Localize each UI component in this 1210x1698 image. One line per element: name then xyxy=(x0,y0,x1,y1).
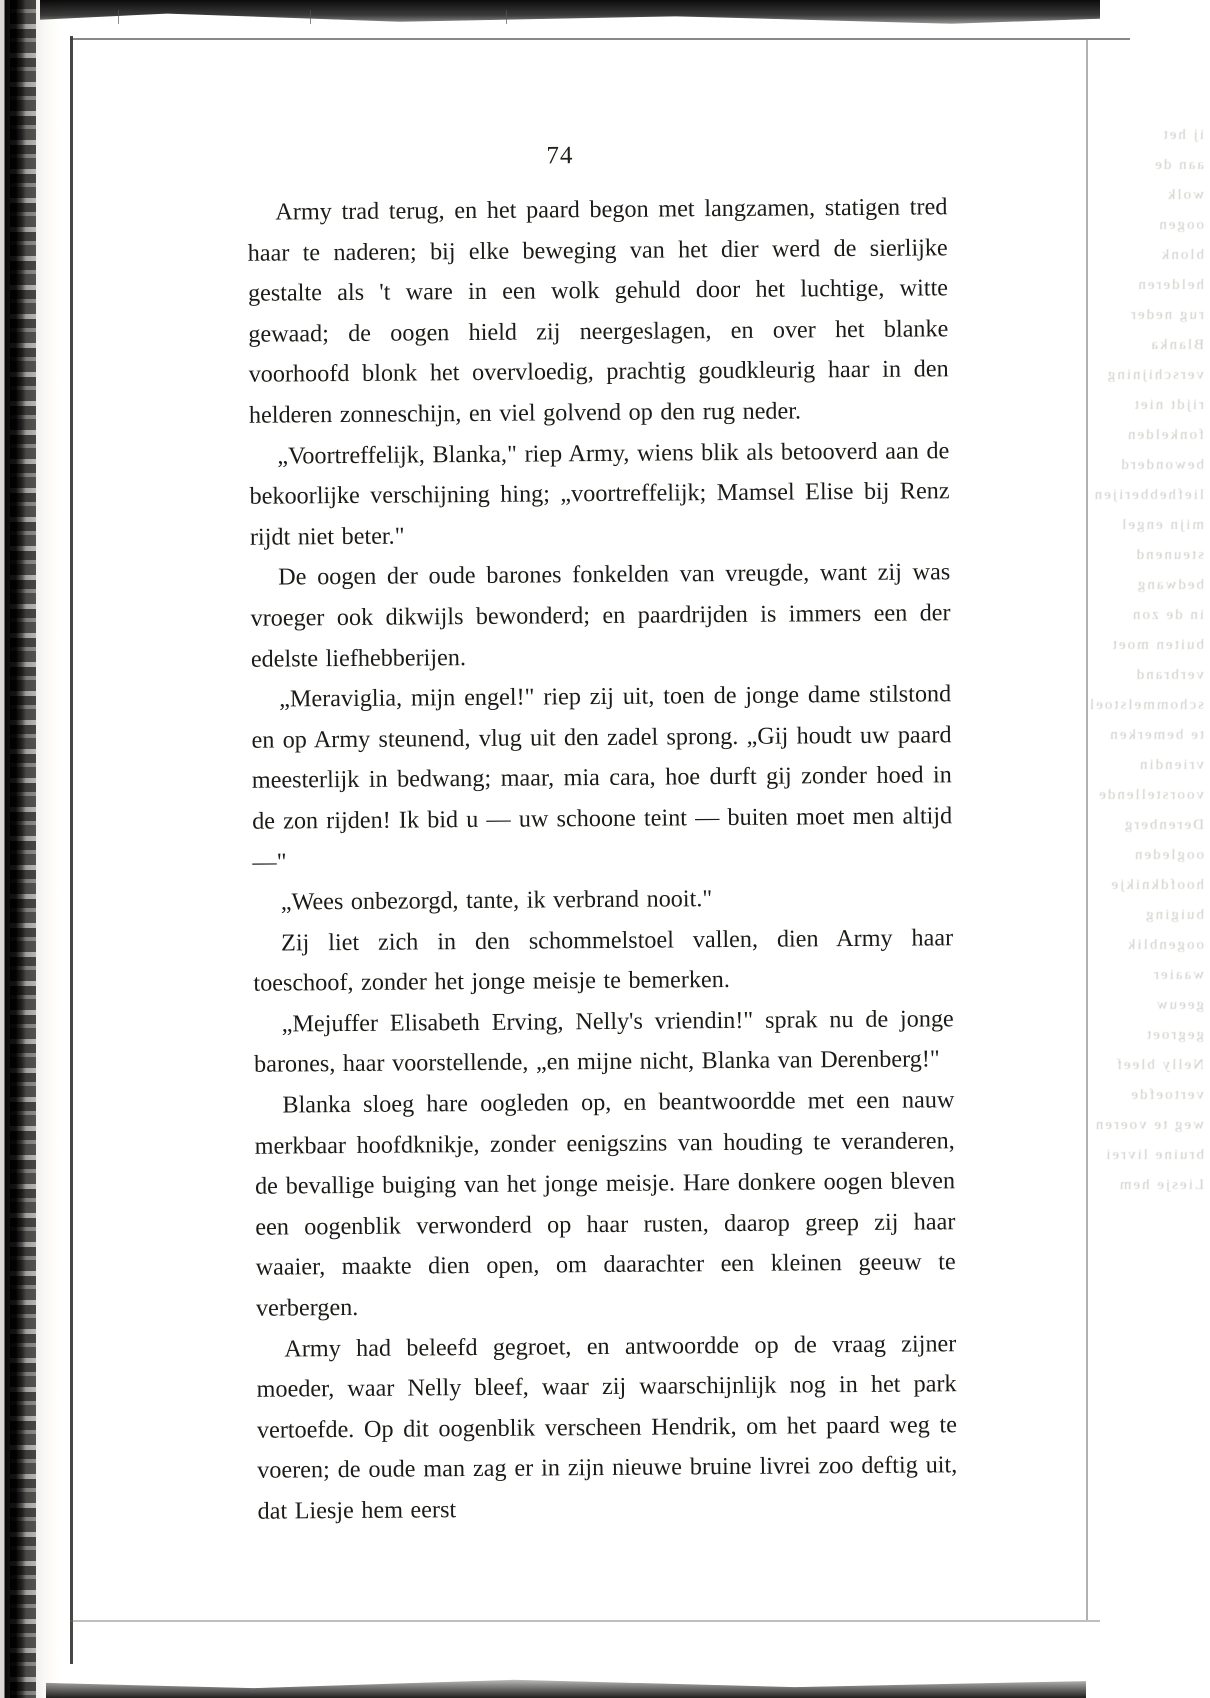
paragraph: „Meraviglia, mijn engel!" riep zij uit, toen de jonge dame stilstond en op Army steunend, vlug uit den zadel sprong. „Gij houdt uw paard meesterlijk in bedwang; maar, mia cara, hoe durft gij zonder hoed in de zon rijden! Ik bid u — uw schoone teint — buiten moet men altijd —" xyxy=(251,680,953,876)
scan-edge-mark xyxy=(310,10,311,24)
bleedthrough-line: oogenblik xyxy=(1126,937,1204,953)
paragraph: Zij liet zich in den schommelstoel vallen, dien Army haar toeschoof, zonder het jonge meisje te bemerken. xyxy=(253,923,954,998)
bleedthrough-line: vertoefde xyxy=(1129,1087,1204,1103)
bleedthrough-line: gegroet xyxy=(1145,1027,1204,1043)
bleedthrough-line: wolk xyxy=(1166,187,1204,203)
bleedthrough-line: ij het xyxy=(1161,127,1204,143)
bleedthrough-line: Blanka xyxy=(1149,337,1204,353)
bleedthrough-line: geeuw xyxy=(1154,997,1204,1013)
page-border-left xyxy=(70,36,73,1664)
scan-gutter-speckle xyxy=(10,0,36,1698)
bleedthrough-line: rijdt niet xyxy=(1132,397,1204,413)
bleedthrough-line: Liesje hem xyxy=(1117,1177,1204,1193)
bleedthrough-line: oogen xyxy=(1157,217,1204,233)
page-border-right xyxy=(1086,40,1088,1620)
page-number: 74 xyxy=(546,142,574,170)
bleedthrough-line: waaier xyxy=(1152,967,1204,983)
bleedthrough-line: liefhebberijen xyxy=(1092,487,1204,503)
bleedthrough-line: bruine livrei xyxy=(1104,1147,1204,1163)
bleedthrough-line: helderen xyxy=(1136,277,1204,293)
paragraph: „Mejuffer Elisabeth Erving, Nelly's vriendin!" sprak nu de jonge barones, haar voorstellende, „en mijne nicht, Blanka van Derenberg!" xyxy=(253,1005,954,1079)
bleedthrough-line: oogleden xyxy=(1133,847,1204,863)
bleedthrough-line: steunend xyxy=(1134,547,1204,563)
bleedthrough-line: bedwang xyxy=(1135,577,1204,593)
bleedthrough-line: rug neder xyxy=(1128,307,1204,323)
page-border-bottom xyxy=(70,1620,1100,1622)
bleedthrough-line: verbrand xyxy=(1134,667,1204,683)
scan-edge-mark xyxy=(118,10,119,24)
bleedthrough-line: buiging xyxy=(1144,907,1204,923)
paragraph: Army trad terug, en het paard begon met langzamen, statigen tred haar te naderen; bij elke beweging van het dier werd de sierlijke gestalte als 't ware in een wolk gehuld door het luchtige, witte gewaad; de oogen hield zij neergeslagen, en over het blanke voorhoofd blonk het overvloedig, prachtig goudkleurig haar in den helderen zonneschijn, en viel golvend op den rug neder. xyxy=(247,193,949,429)
margin-bleedthrough xyxy=(1088,120,1204,1380)
bleedthrough-line: schommelstoel xyxy=(1088,697,1204,713)
paragraph: Blanka sloeg hare oogleden op, en beantwoordde met een nauw merkbaar hoofdknikje, zonder eenigszins van houding te veranderen, de bevallige buiging van het jonge meisje. Hare donkere oogen bleven een oogenblik verwonderd op haar rusten, daarop greep zij haar waaier, maakte dien open, om daarachter een kleinen geeuw te verbergen. xyxy=(254,1086,956,1322)
bleedthrough-line: hoofdknikje xyxy=(1109,877,1204,893)
page-body-text xyxy=(247,187,957,1532)
paragraph: „Voortreffelijk, Blanka," riep Army, wiens blik als betooverd aan de bekoorlijke verschijning hing; „voortreffelijk; Mamsel Elise bij Renz rijdt niet beter." xyxy=(249,436,950,551)
page-border-top xyxy=(70,38,1130,40)
scan-top-smear xyxy=(40,0,1100,34)
bleedthrough-line: te bemerken xyxy=(1108,727,1204,743)
paragraph: „Wees onbezorgd, tante, ik verbrand nooit." xyxy=(280,885,713,916)
bleedthrough-line: vriendin xyxy=(1138,757,1204,773)
bleedthrough-line: blonk xyxy=(1159,247,1204,263)
bleedthrough-line: buiten moet xyxy=(1110,637,1204,653)
paragraph: Army had beleefd gegroet, en antwoordde op de vraag zijner moeder, waar Nelly bleef, waar zij waarschijnlijk nog in het park vertoefde. Op dit oogenblik verscheen Hendrik, om het paard weg te voeren; de oude man zag er in zijn nieuwe bruine livrei zoo deftig uit, dat Liesje hem eerst xyxy=(256,1329,958,1525)
bleedthrough-line: in de zon xyxy=(1131,607,1204,623)
bleedthrough-line: mijn engel xyxy=(1120,517,1204,533)
bleedthrough-line: voorstellende xyxy=(1097,787,1204,803)
bleedthrough-line: Derenberg xyxy=(1122,817,1204,833)
bleedthrough-line: weg te voeren xyxy=(1093,1117,1204,1133)
bleedthrough-line: bewonderd xyxy=(1119,457,1204,473)
scan-bottom-smear xyxy=(46,1672,1086,1698)
paragraph: De oogen der oude barones fonkelden van vreugde, want zij was vroeger ook dikwijls bewonderd; en paardrijden is immers een der edelste liefhebberijen. xyxy=(250,558,951,673)
scan-edge-mark xyxy=(506,10,507,24)
bleedthrough-line: fonkelden xyxy=(1126,427,1204,443)
bleedthrough-line: verschijning xyxy=(1105,367,1204,383)
bleedthrough-line: Nelly bleef xyxy=(1114,1057,1204,1073)
bleedthrough-line: aan de xyxy=(1153,157,1204,173)
